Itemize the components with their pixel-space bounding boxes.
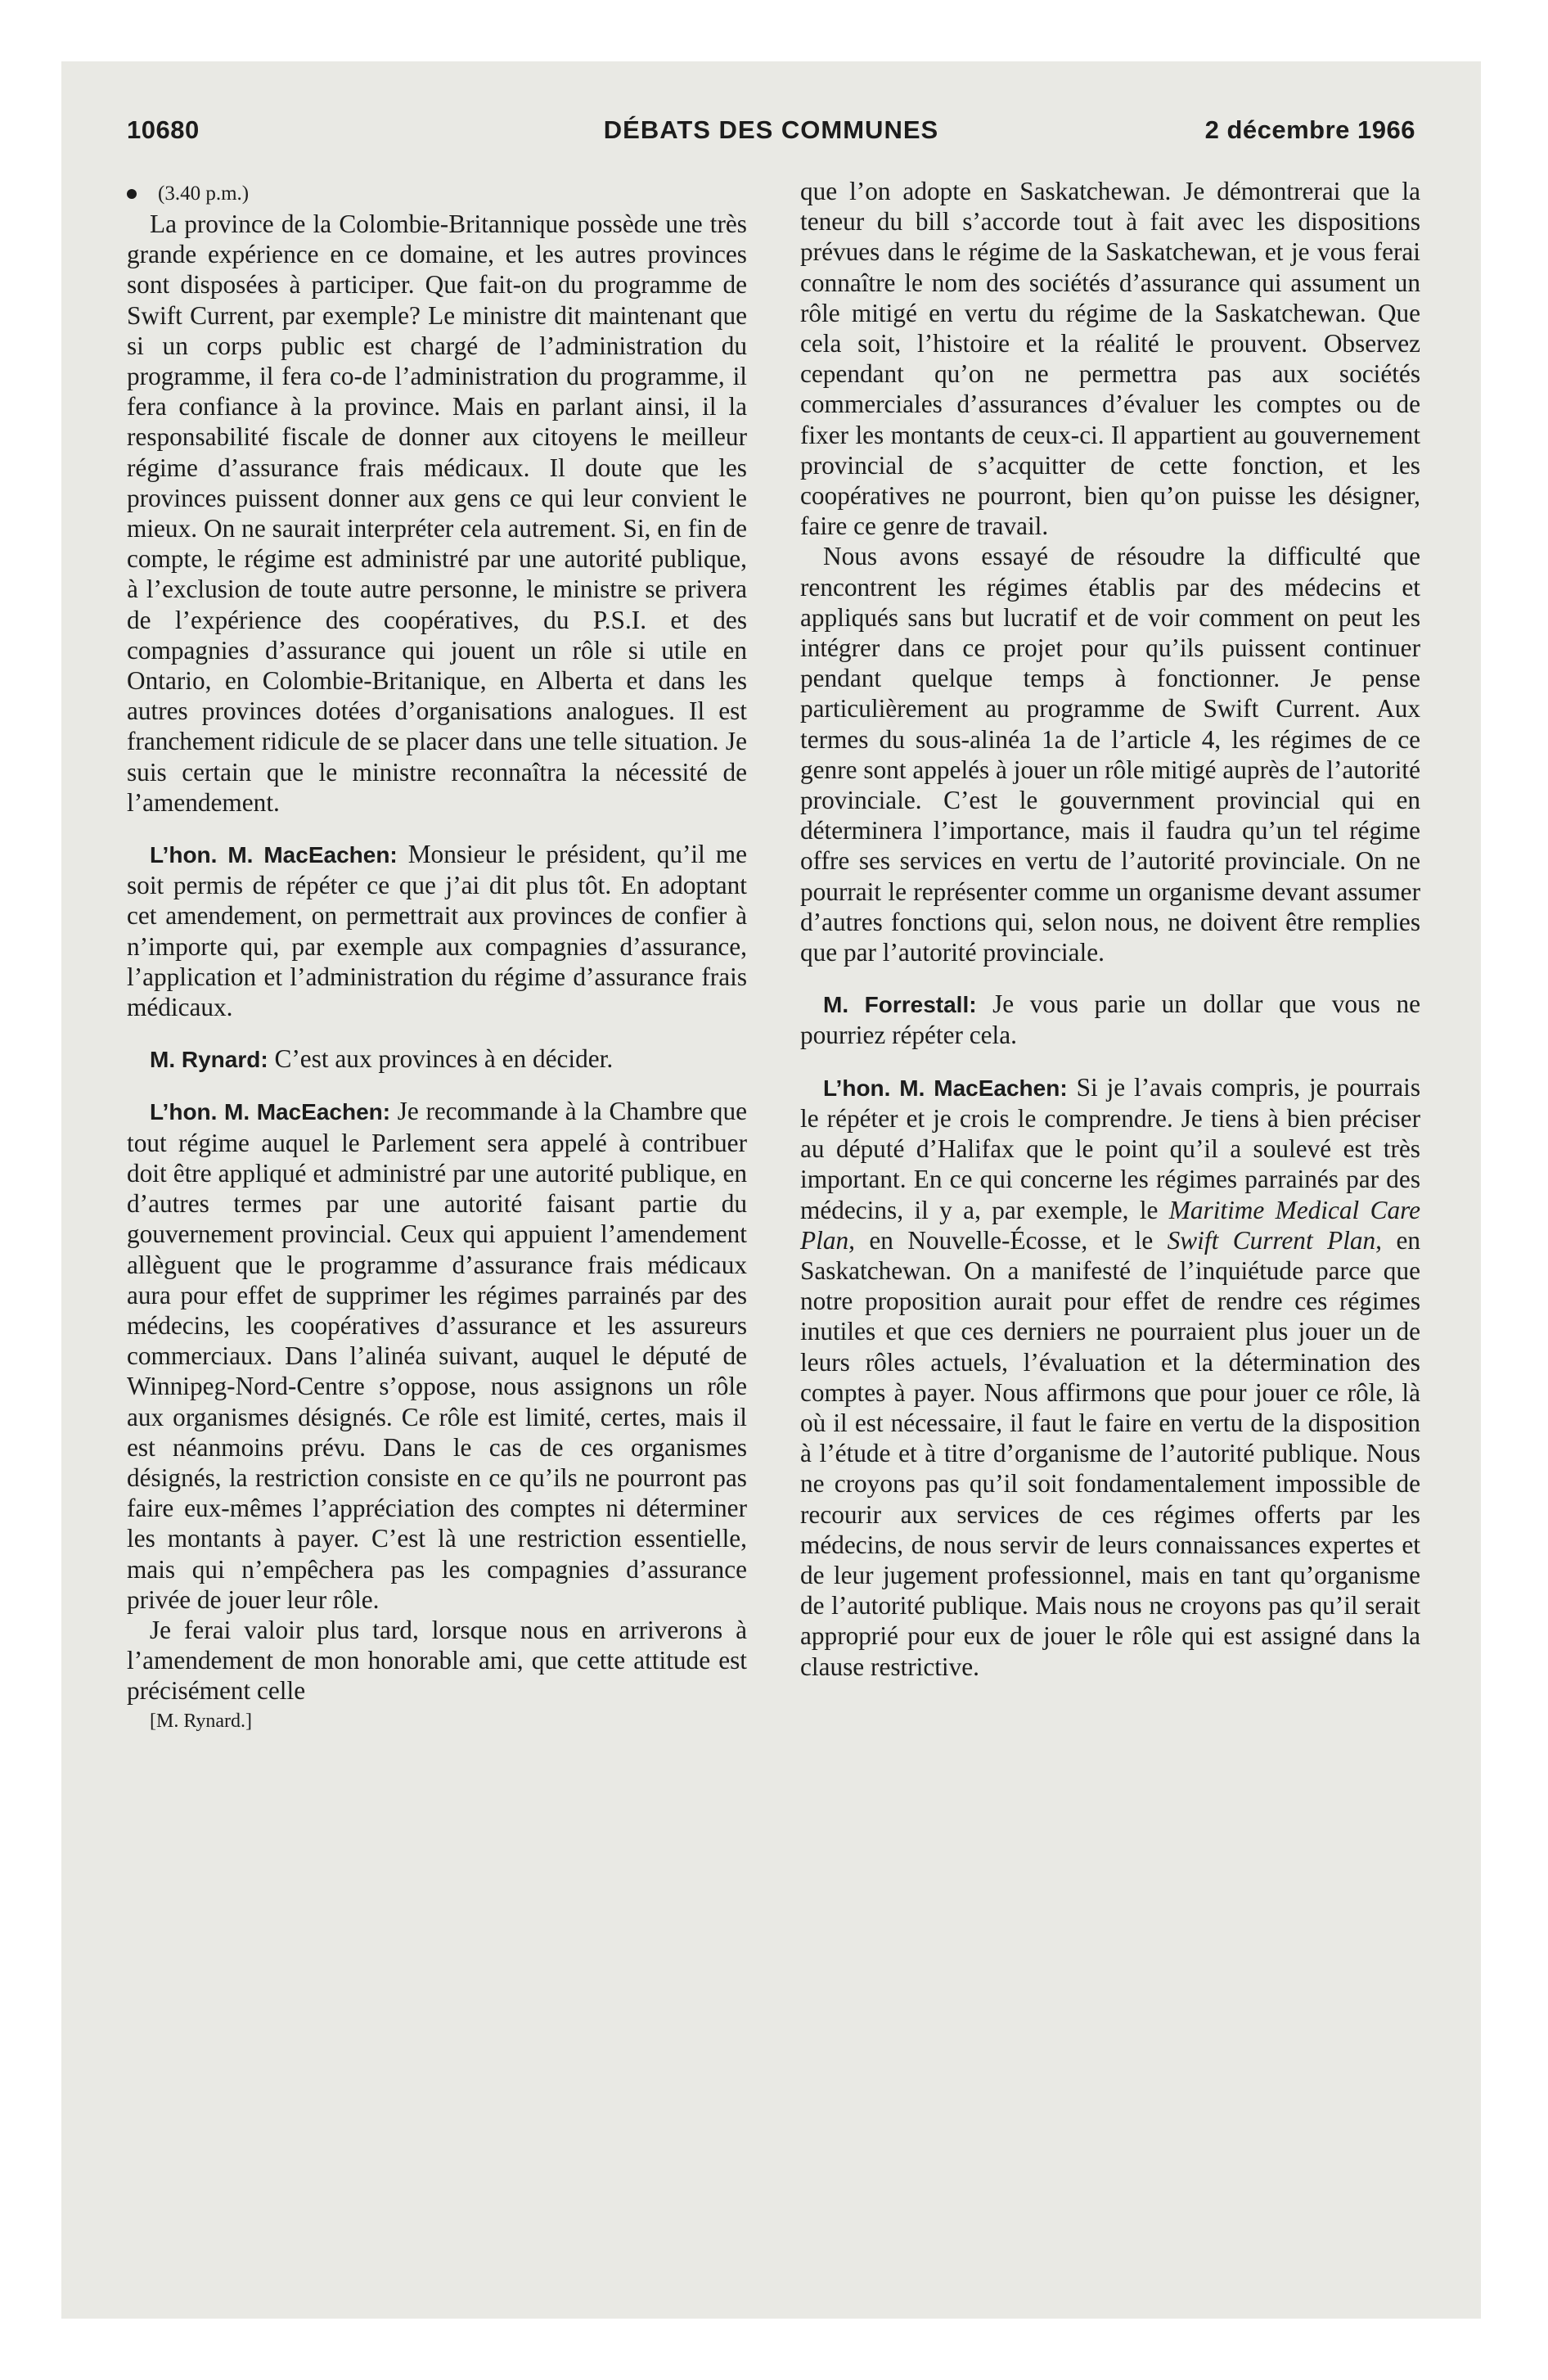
- speech-text: Je vous parie un dollar que vous ne pourriez répéter cela.: [800, 989, 1420, 1050]
- publication-date: 2 décembre 1966: [1204, 115, 1415, 144]
- speech-text: C’est aux provinces à en décider.: [268, 1044, 614, 1074]
- paragraph: [127, 1044, 747, 1075]
- document-page: [61, 61, 1481, 2319]
- paragraph: Nous avons essayé de résoudre la difficulté que rencontrent les régimes établis par des médecins et appliqués sans but lucratif et de voir comment on peut les intégrer dans ce projet pour qu’ils puissent continuer pendant quelque temps à fonctionner. Je pense particulièrement au programme de Swift Current. Aux termes du sous-alinéa 1a de l’article 4, les régimes de ce genre sont appelés à jouer un rôle mitigé auprès de l’autorité provinciale. C’est le gouvernment provincial qui en déterminera l’importance, mais il faudra qu’un tel régime offre ses services en vertu de l’autorité provinciale. On ne pourrait le représenter comme un organisme devant assumer d’autres fonctions qui, selon nous, ne doivent être remplies que par l’autorité provinciale.: [800, 542, 1420, 967]
- speech-text: Si je l’avais compris, je pourrais le répéter et je crois le comprendre. Je tiens à bien préciser au député d’Halifax que le point qu’il a soulevé est très important. En ce qui concerne les régimes parrainés par des médecins, il y a, par exemple, le: [800, 1072, 1420, 1224]
- plan-name: Swift Current Plan,: [1167, 1225, 1383, 1255]
- publication-title: DÉBATS DES COMMUNES: [603, 115, 939, 144]
- paragraph: La province de la Colombie-Britannique possède une très grande expérience en ce domaine, et les autres provinces sont disposées à participer. Que fait-on du programme de Swift Current, par exemple? Le ministre dit maintenant que si un corps public est chargé de l’administration du programme, il fera co-de l’administration du programme, il fera confiance à la province. Mais en parlant ainsi, il la responsabilité fiscale de donner aux citoyens le meilleur régime d’assurance frais médicaux. Il doute que les provinces puissent donner aux gens ce qui leur convient le mieux. On ne saurait interpréter cela autrement. Si, en fin de compte, le régime est administré par une autorité publique, à l’exclusion de toute autre personne, le ministre se privera de l’expérience des coopératives, du P.S.I. et des compagnies d’assurance qui jouent un rôle si utile en Ontario, en Colombie-Britanique, en Alberta et dans les autres provinces dotées d’organisations analogues. Il est franchement ridicule de se placer dans une telle situation. Je suis certain que le ministre reconnaîtra la nécessité de l’amendement.: [127, 210, 747, 817]
- paragraph: [127, 1096, 747, 1614]
- speaker-footnote: [M. Rynard.]: [150, 1710, 253, 1732]
- paragraph: que l’on adopte en Saskatchewan. Je démontrerai que la teneur du bill s’accorde tout à fait avec les dispositions prévues dans le régime de la Saskatchewan, et je vous ferai connaître le nom des sociétés d’assurance qui assument un rôle mitigé en vertu du régime de la Saskatchewan. Que cela soit, l’histoire et la réalité le prouvent. Observez cependant qu’on ne permettra pas aux sociétés commerciales d’assurances d’évaluer les comptes ou de fixer les montants de ceux-ci. Il appartient au gouvernement provincial de s’acquitter de cette fonction, et les coopératives ne pourront, bien qu’on puisse les désigner, faire ce genre de travail.: [800, 177, 1420, 541]
- speech-text: en Nouvelle-Écosse, et le: [854, 1225, 1168, 1255]
- speaker-name: M. Forrestall:: [823, 992, 977, 1018]
- speaker-name: L’hon. M. MacEachen:: [823, 1075, 1068, 1101]
- paragraph: [800, 989, 1420, 1050]
- paragraph: [127, 839, 747, 1022]
- plan-name: Maritime Medical Care Plan,: [800, 1195, 1420, 1255]
- time-stamp: [127, 176, 747, 209]
- speaker-name: M. Rynard:: [150, 1047, 268, 1073]
- speech-text: Monsieur le président, qu’il me soit permis de répéter ce que j’ai dit plus tôt. En adoptant cet amendement, on permettrait aux provinces de confier à n’importe qui, par exemple aux compagnies d’assurance, l’application et l’administration du régime d’assurance frais médicaux.: [127, 840, 748, 1022]
- page-number: 10680: [127, 115, 200, 144]
- page-header: [127, 115, 1415, 151]
- right-column: [800, 176, 1420, 1682]
- left-column: [127, 176, 747, 1737]
- speech-text: Je recommande à la Chambre que tout régime auquel le Parlement sera appelé à contribuer doit être appliqué et administré par une autorité publique, en d’autres termes par une autorité faisant partie du gouvernement provincial. Ceux qui appuient l’amendement allèguent que le programme d’assurance frais médicaux aura pour effet de supprimer les régimes parrainés par des médecins, les coopératives d’assurance et les assureurs commerciaux. Dans l’alinéa suivant, auquel le député de Winnipeg-Nord-Centre s’oppose, nous assignons un rôle aux organismes désignés. Ce rôle est limité, certes, mais il est néanmoins prévu. Dans le cas de ces organismes désignés, la restriction consiste en ce qu’ils ne pourront pas faire eux-mêmes l’appréciation des comptes ni déterminer les montants à payer. C’est là une restriction essentielle, mais qui n’empêchera pas les compagnies d’assurance privée de jouer leur rôle.: [127, 1097, 747, 1614]
- speaker-name: L’hon. M. MacEachen:: [150, 842, 398, 868]
- bullet-icon: [127, 189, 137, 199]
- speech-text: en Saskatchewan. On a manifesté de l’inquiétude parce que notre proposition aurait pour effet de rendre ces régimes inutiles et que ces derniers ne pourraient plus jouer un de leurs rôles actuels, l’évaluation et la détermination des comptes à payer. Nous affirmons que pour jouer ce rôle, là où il est nécessaire, il faut le faire en vertu de la disposition à l’étude et à titre d’organisme de l’autorité publique. Nous ne croyons pas qu’il soit fondamentalement impossible de recourir aux services de ces régimes offerts par les médecins, de nous servir de leurs connaissances expertes et de leur jugement professionnel, mais en tant qu’organisme de l’autorité publique. Mais nous ne croyons pas qu’il serait approprié pour eux de jouer le rôle qui est assigné dans la clause restrictive.: [800, 1225, 1420, 1681]
- paragraph: [800, 1072, 1420, 1682]
- paragraph: Je ferai valoir plus tard, lorsque nous en arriverons à l’amendement de mon honorable ami, que cette attitude est précisément celle: [127, 1615, 747, 1706]
- speaker-name: L’hon. M. MacEachen:: [150, 1099, 391, 1125]
- time-label: (3.40 p.m.): [158, 183, 250, 205]
